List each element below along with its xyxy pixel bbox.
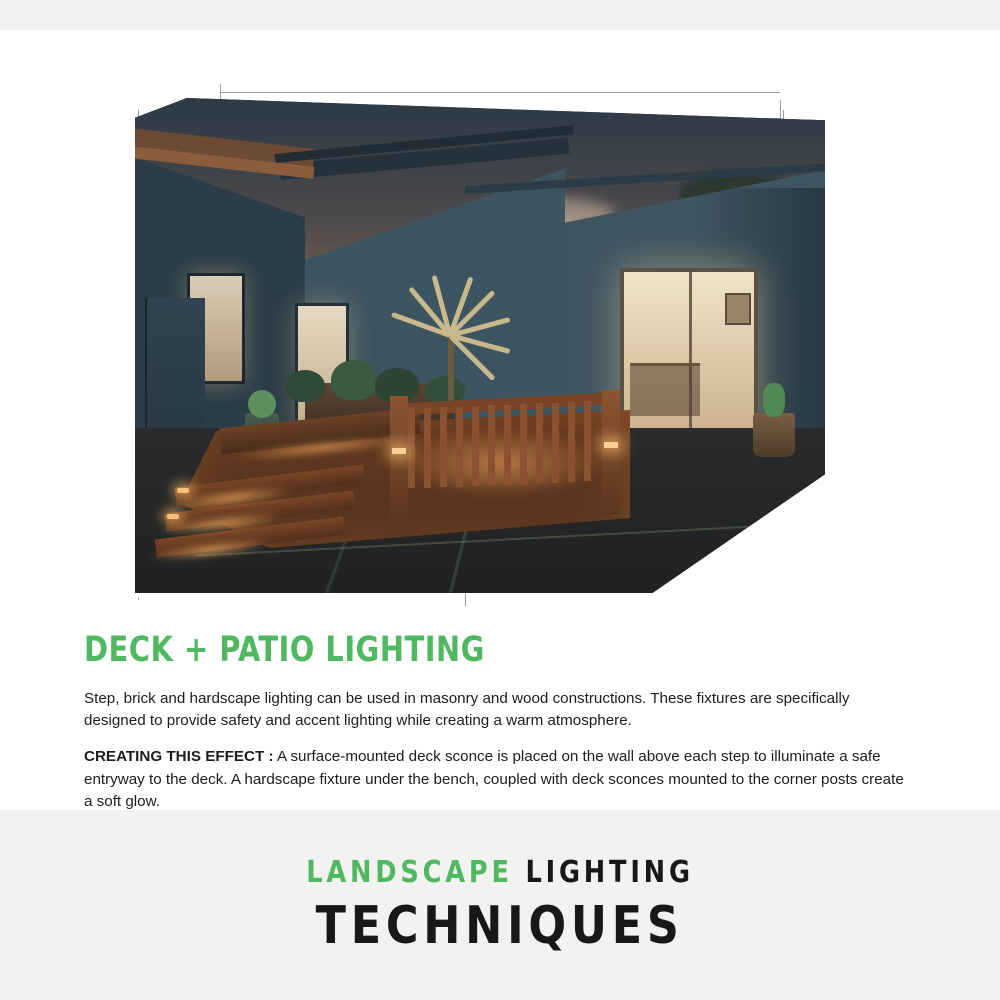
post-mounted-deck-sconce [392,448,406,454]
baluster [408,408,415,488]
effect-paragraph [84,746,914,813]
baluster [504,405,511,485]
shrub [331,360,377,400]
baluster [456,407,463,487]
baluster [472,406,479,486]
baluster [424,408,431,488]
guide-line-top [220,92,780,93]
footer-title-line-2: TECHNIQUES [316,895,684,956]
potted-plant-left [248,390,276,418]
content-card [0,30,1000,810]
baluster [520,404,527,484]
deck-sconce-fixture [177,488,189,493]
railing-corner-post [602,390,620,515]
text-block [84,630,924,827]
illustration-container [135,70,865,600]
effect-label: CREATING THIS EFFECT : [84,748,274,766]
deck-sconce-fixture [167,514,179,519]
baluster [568,402,575,482]
footer-word-landscape: LANDSCAPE [306,854,513,890]
baluster [440,407,447,487]
deck-railing [390,388,620,518]
footer [0,810,1000,1000]
interior-artwork [725,293,751,325]
interior-table [630,363,700,416]
railing-corner-post [390,396,408,521]
deck-patio-render [135,98,825,593]
palm-plant [400,273,510,403]
top-margin-strip [0,0,1000,30]
potted-plant-right [763,383,785,417]
baluster [488,405,495,485]
footer-word-lighting: LIGHTING [525,854,694,890]
guide-tick-b [780,100,781,120]
shrub [285,370,325,402]
page-title: DECK + PATIO LIGHTING [84,630,485,670]
baluster [584,401,591,481]
post-mounted-deck-sconce [604,442,618,448]
footer-title-line-1 [306,855,694,890]
planter-pot-right [753,413,795,457]
baluster [552,403,559,483]
baluster [536,403,543,483]
effect-description: A surface-mounted deck sconce is placed on the wall above each step to illuminate a safe entryway to the deck. A hardscape fixture under the bench, coupled with deck sconces mounted to the corner posts create a soft glow. [84,748,904,810]
intro-paragraph: Step, brick and hardscape lighting can be used in masonry and wood constructions. These fixtures are specifically designed to provide safety and accent lighting while creating a warm atmosphere. [84,690,850,730]
